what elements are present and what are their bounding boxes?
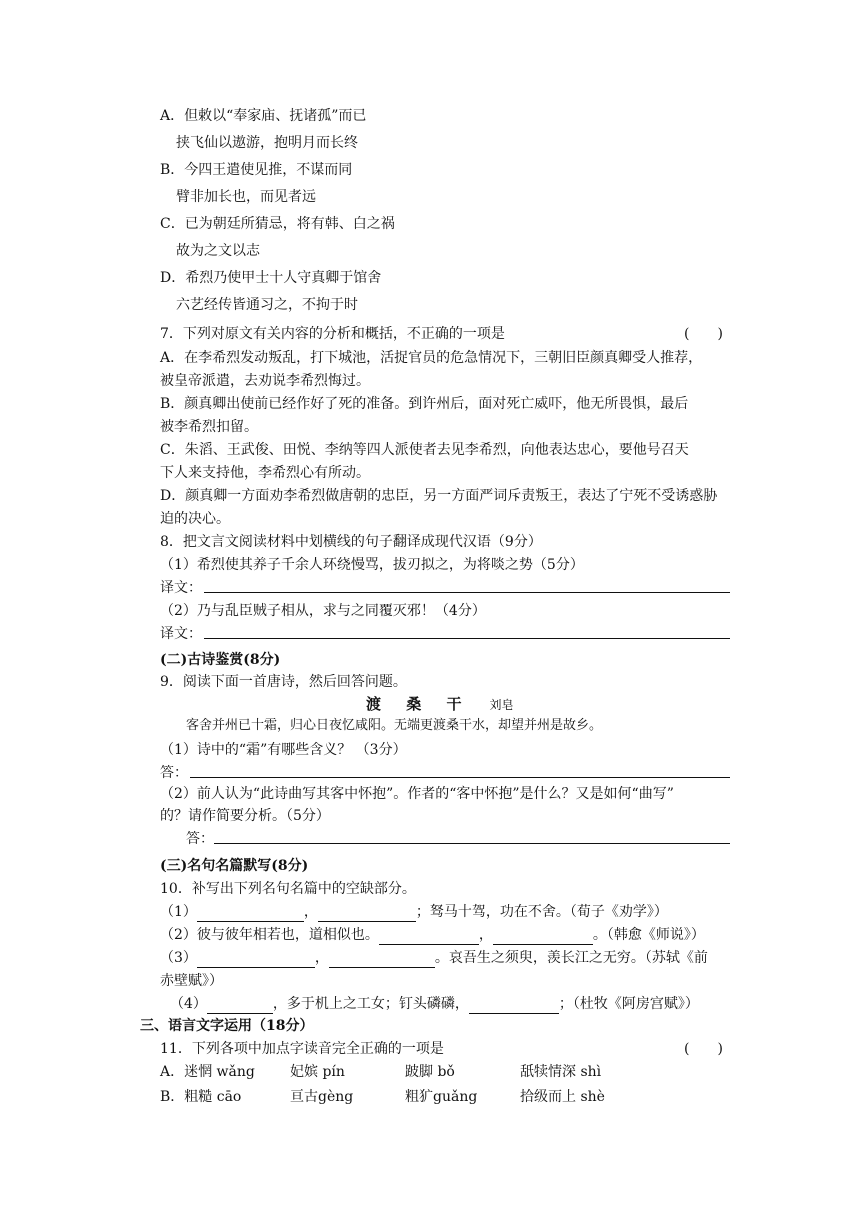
q10-1-blank-2[interactable] [318, 907, 416, 922]
q8-translation-label-2: 译文： [160, 626, 202, 642]
q9-sub1: （1）诗中的“霜”有哪些含义？ （3分） [160, 742, 407, 758]
poem-heading [366, 694, 513, 715]
q7-option-c-line1: C．朱滔、王武俊、田悦、李纳等四人派使者去见李希烈，向他表达忠心，要他号召天 [160, 442, 689, 458]
q11-option-b-2: 亘古gèng [290, 1089, 354, 1105]
q11-answer-paren: ( ) [684, 1041, 723, 1057]
q10-4-suffix: ；（杜牧《阿房宫赋》） [558, 996, 699, 1012]
q11-option-a-2: 妃嫔 pín [290, 1064, 345, 1080]
q11-option-a-4: 舐犊情深 shì [520, 1064, 602, 1080]
q6-option-a-line1: A．但敕以“奉家庙、抚诸孤”而已 [160, 108, 367, 124]
q11-option-a-1: A．迷惘 wǎng [160, 1064, 255, 1080]
q11-option-b-1: B．粗糙 cāo [160, 1089, 242, 1105]
q10-line-3 [160, 948, 708, 968]
q10-1-mid: ， [303, 904, 318, 920]
q6-option-b-line1: B．今四王遣使见推，不谋而同 [160, 162, 353, 178]
q10-3-suffix: 。哀吾生之须臾，羡长江之无穷。（苏轼《前 [434, 950, 708, 966]
q10-3-prefix: （3） [160, 950, 197, 966]
q9-stem: 9．阅读下面一首唐诗，然后回答问题。 [160, 674, 407, 690]
q6-option-c-line1: C．已为朝廷所猜忌，将有韩、白之祸 [160, 216, 395, 232]
q7-option-b-line2: 被李希烈扣留。 [160, 419, 258, 435]
q9-answer-label-2: 答： [186, 831, 214, 847]
q6-option-d-line2: 六艺经传皆通习之，不拘于时 [176, 297, 358, 313]
q7-option-d-line1: D．颜真卿一方面劝李希烈做唐朝的忠臣，另一方面严词斥责叛王，表达了宁死不受诱惑胁 [160, 488, 718, 504]
q10-line-2 [160, 925, 705, 945]
q11-option-b-3: 粗犷guǎng [405, 1089, 478, 1105]
poem-author: 刘皂 [489, 698, 514, 712]
q7-option-b-line1: B．颜真卿出使前已经作好了死的准备。到许州后，面对死亡威吓，他无所畏惧，最后 [160, 396, 689, 412]
q10-2-prefix: （2）彼与彼年相若也，道相似也。 [160, 927, 379, 943]
q8-answer-line-1[interactable] [204, 592, 730, 593]
q10-line-4 [170, 994, 699, 1014]
q10-4-prefix: （4） [170, 996, 207, 1012]
q7-answer-paren: ( ) [684, 326, 723, 342]
q8-translation-label-1: 译文： [160, 580, 202, 596]
part3-title: 三、语言文字运用（18分） [140, 1018, 314, 1034]
q10-stem: 10．补写出下列名句名篇中的空缺部分。 [160, 881, 416, 897]
q10-1-suffix: ；驽马十驾，功在不舍。（荀子《劝学》） [415, 904, 668, 920]
poem-title: 渡 桑 干 [366, 695, 472, 713]
q10-2-suffix: 。（韩愈《师说》） [592, 927, 705, 943]
q10-4-blank-2[interactable] [469, 999, 559, 1014]
q8-sentence-2: （2）乃与乱臣贼子相从，求与之同覆灭邪！（4分） [160, 603, 486, 619]
q8-answer-line-2[interactable] [204, 638, 730, 639]
q10-2-blank-2[interactable] [493, 930, 593, 945]
q7-option-a-line2: 被皇帝派遣，去劝说李希烈悔过。 [160, 373, 370, 389]
section-dictation-title: (三)名句名篇默写(8分) [160, 858, 309, 874]
q9-answer-line-2[interactable] [214, 843, 730, 844]
q10-4-mid: ，多于机上之工女；钉头磷磷， [272, 996, 469, 1012]
q10-1-prefix: （1） [160, 904, 197, 920]
q10-1-blank-1[interactable] [197, 907, 304, 922]
q10-3-blank-2[interactable] [329, 953, 435, 968]
q9-sub2-line1: （2）前人认为“此诗曲写其客中怀抱”。作者的“客中怀抱”是什么？又是如何“曲写” [160, 786, 674, 802]
q9-sub2-line2: 的？请作简要分析。（5分） [160, 808, 330, 824]
q7-option-a-line1: A．在李希烈发动叛乱，打下城池，活捉官员的危急情况下，三朝旧臣颜真卿受人推荐， [160, 350, 703, 366]
q6-option-d-line1: D．希烈乃使甲士十人守真卿于馆舍 [160, 270, 382, 286]
q9-answer-label-1: 答： [160, 765, 188, 781]
q8-stem: 8．把文言文阅读材料中划横线的句子翻译成现代汉语（9分） [160, 534, 542, 550]
q11-option-a-3: 跛脚 bǒ [405, 1064, 455, 1080]
q6-option-c-line2: 故为之文以志 [176, 243, 260, 259]
q11-option-b-4: 拾级而上 shè [520, 1089, 605, 1105]
poem-text: 客舍并州已十霜，归心日夜忆咸阳。无端更渡桑干水，却望并州是故乡。 [186, 718, 603, 733]
q10-3-mid: ， [314, 950, 329, 966]
q11-stem: 11．下列各项中加点字读音完全正确的一项是 [160, 1041, 444, 1057]
q10-line-1 [160, 902, 668, 922]
q7-option-c-line2: 下人来支持他，李希烈心有所动。 [160, 465, 370, 481]
q8-sentence-1: （1）希烈使其养子千余人环绕慢骂，拔刃拟之，为将啖之势（5分） [160, 557, 584, 573]
q6-option-b-line2: 臂非加长也，而见者远 [176, 189, 316, 205]
q6-option-a-line2: 挟飞仙以遨游，抱明月而长终 [176, 135, 358, 151]
q10-line-3-continued: 赤壁赋》） [160, 973, 223, 989]
q7-stem: 7．下列对原文有关内容的分析和概括，不正确的一项是 [160, 326, 505, 342]
q10-3-blank-1[interactable] [197, 953, 315, 968]
q10-2-mid: ， [478, 927, 493, 943]
q10-2-blank-1[interactable] [379, 930, 479, 945]
q10-4-blank-1[interactable] [207, 999, 273, 1014]
section-poetry-title: (二)古诗鉴赏(8分) [160, 652, 281, 668]
q9-answer-line-1[interactable] [190, 777, 730, 778]
q7-option-d-line2: 迫的决心。 [160, 511, 230, 527]
